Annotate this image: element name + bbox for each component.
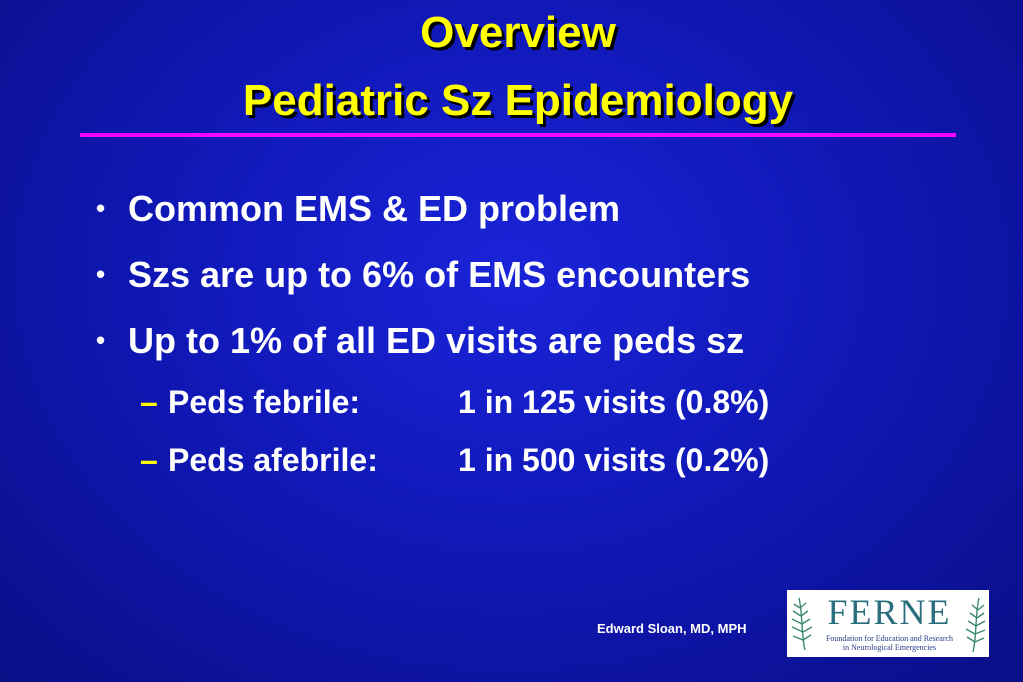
bullet-item: [96, 318, 744, 363]
sub-bullet-item: [140, 382, 769, 422]
logo-tagline-line2: in Neurological Emergencies: [842, 643, 937, 652]
bullet-mark: •: [96, 193, 106, 223]
sub-bullet-item: [140, 440, 769, 480]
bullet-text: Szs are up to 6% of EMS encounters: [128, 254, 751, 295]
logo-tagline-line1: Foundation for Education and Research: [825, 634, 954, 643]
bullet-mark: •: [96, 259, 106, 289]
sub-bullet-label: Peds afebrile:: [168, 442, 378, 478]
logo-wordmark: FERNE: [827, 592, 952, 632]
sub-bullet-value: 1 in 500 visits (0.2%): [458, 442, 770, 478]
slide-title-line2: Pediatric Sz Epidemiology: [242, 76, 794, 125]
slide-title-line1: Overview: [420, 8, 616, 57]
bullet-text: Up to 1% of all ED visits are peds sz: [128, 320, 745, 361]
sub-bullet-dash: –: [140, 384, 158, 420]
sub-bullet-dash: –: [140, 442, 158, 478]
ferne-logo: [787, 590, 989, 657]
bullet-text: Common EMS & ED problem: [128, 188, 621, 229]
sub-bullet-label: Peds febrile:: [168, 384, 361, 420]
bullet-mark: •: [96, 325, 106, 355]
bullet-item: [96, 252, 750, 297]
bullet-item: [96, 186, 620, 231]
sub-bullet-value: 1 in 125 visits (0.8%): [458, 384, 770, 420]
author-credit: Edward Sloan, MD, MPH: [597, 621, 747, 636]
